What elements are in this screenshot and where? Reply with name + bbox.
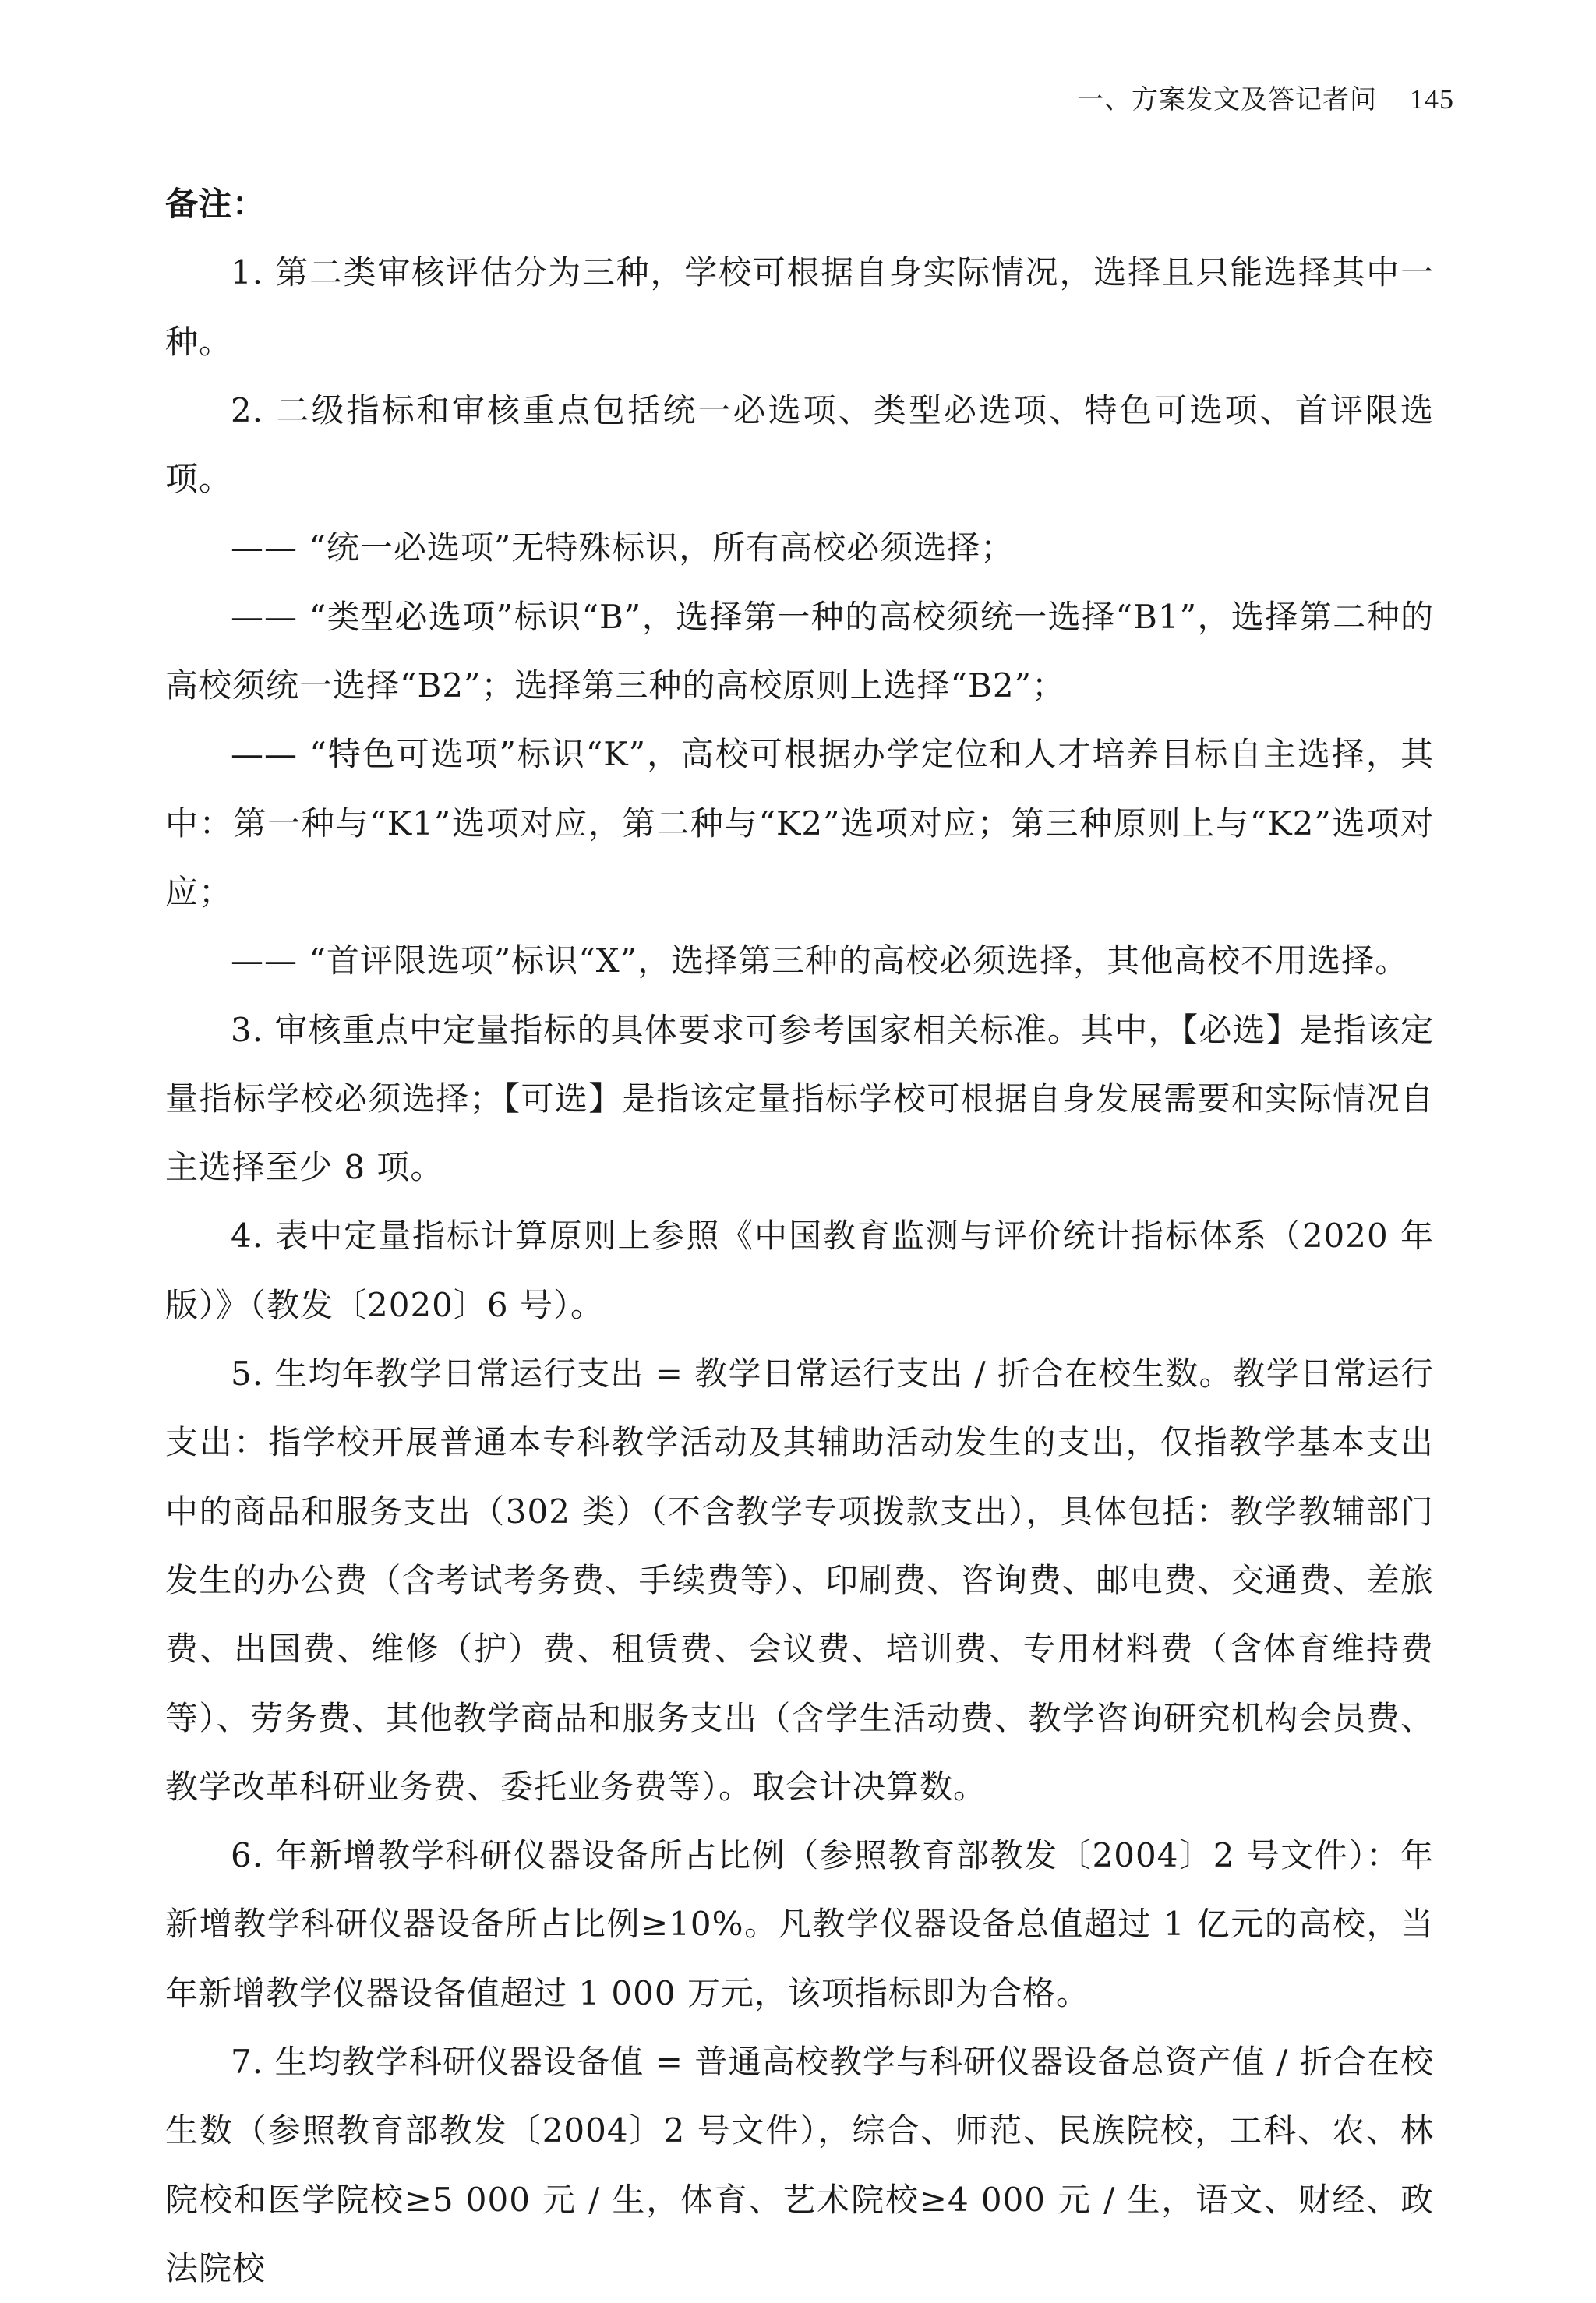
note-dash-item: —— “类型必选项”标识“B”，选择第一种的高校须统一选择“B1”，选择第二种的高校须统一选择“B2”；选择第三种的高校原则上选择“B2”； xyxy=(165,597,1434,705)
page-number: 145 xyxy=(1410,83,1454,115)
notes-heading: 备注： xyxy=(165,185,267,223)
note-dash-item: —— “首评限选项”标识“X”，选择第三种的高校必须选择，其他高校不用选择。 xyxy=(231,941,1409,980)
note-paragraph: 4. 表中定量指标计算原则上参照《中国教育监测与评价统计指标体系（2020 年版）》（教发〔2020〕6 号）。 xyxy=(165,1217,1434,1324)
notes-body xyxy=(165,170,1434,2303)
running-header xyxy=(1077,78,1454,116)
note-paragraph: 1. 第二类审核评估分为三种，学校可根据自身实际情况，选择且只能选择其中一种。 xyxy=(165,253,1434,361)
note-paragraph: 7. 生均教学科研仪器设备值 = 普通高校教学与科研仪器设备总资产值 / 折合在校生数（参照教育部教发〔2004〕2 号文件），综合、师范、民族院校，工科、农、林院校和医学院校≥5 000 元 / 生，体育、艺术院校≥4 000 元 / 生，语文、财经、政法院校 xyxy=(165,2043,1434,2287)
section-title: 一、方案发文及答记者问 xyxy=(1077,84,1377,115)
note-paragraph: 5. 生均年教学日常运行支出 = 教学日常运行支出 / 折合在校生数。教学日常运行支出：指学校开展普通本专科教学活动及其辅助活动发生的支出，仅指教学基本支出中的商品和服务支出（302 类）（不含教学专项拨款支出），具体包括：教学教辅部门发生的办公费（含考试考务费、手续费等）、印刷费、咨询费、邮电费、交通费、差旅费、出国费、维修（护）费、租赁费、会议费、培训费、专用材料费（含体育维持费等）、劳务费、其他教学商品和服务支出（含学生活动费、教学咨询研究机构会员费、教学改革科研业务费、委托业务费等）。取会计决算数。 xyxy=(165,1355,1434,1806)
note-paragraph: 6. 年新增教学科研仪器设备所占比例（参照教育部教发〔2004〕2 号文件）：年新增教学科研仪器设备所占比例≥10%。凡教学仪器设备总值超过 1 亿元的高校，当年新增教学仪器设备值超过 1 000 万元，该项指标即为合格。 xyxy=(165,1836,1434,2012)
note-dash-item: —— “特色可选项”标识“K”，高校可根据办学定位和人才培养目标自主选择，其中：第一种与“K1”选项对应，第二种与“K2”选项对应；第三种原则上与“K2”选项对应； xyxy=(165,735,1434,911)
note-paragraph: 2. 二级指标和审核重点包括统一必选项、类型必选项、特色可选项、首评限选项。 xyxy=(165,390,1434,499)
note-paragraph: 3. 审核重点中定量指标的具体要求可参考国家相关标准。其中，【必选】是指该定量指标学校必须选择；【可选】是指该定量指标学校可根据自身发展需要和实际情况自主选择至少 8 项。 xyxy=(165,1010,1434,1187)
note-dash-item: —— “统一必选项”无特殊标识，所有高校必须选择； xyxy=(231,528,1015,567)
